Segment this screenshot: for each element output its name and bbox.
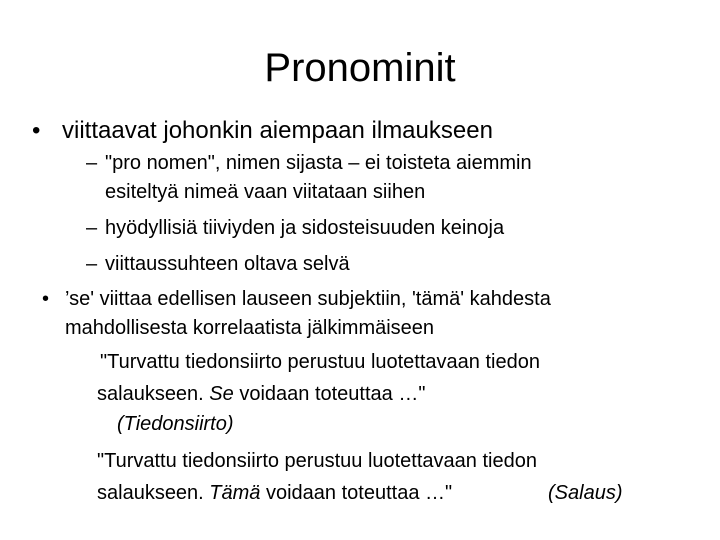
bullet-marker: • [42,288,50,310]
example2-line2 [97,481,452,505]
example1-line2-start: salaukseen. [97,383,210,405]
dash-marker: – [86,253,98,275]
example1-line1: "Turvattu tiedonsiirto perustuu luotettavaan tiedon [100,351,540,373]
example2-source: (Salaus) [548,482,623,504]
bullet-marker: • [32,117,41,144]
slide-title: Pronominit [264,46,456,90]
bullet-se-viittaa-line2: mahdollisesta korrelaatista jälkimmäiseen [65,317,435,339]
example2-source-line [548,481,622,505]
bullet-viittaavat: viittaavat johonkin aiempaan ilmaukseen [62,117,493,144]
example1-pronoun: Se [209,383,234,405]
sub-pro-nomen-line1: "pro nomen", nimen sijasta – ei toisteta aiemmin [105,152,532,174]
dash-marker: – [86,152,98,174]
dash-marker: – [86,217,98,239]
example2-pronoun: Tämä [209,482,261,504]
example1-line2 [97,382,425,406]
sub-viittaussuhteen: viittaussuhteen oltava selvä [105,253,350,275]
example1-line2-end: voidaan toteuttaa …" [233,383,426,405]
sub-hyodyllisia: hyödyllisiä tiiviyden ja sidosteisuuden keinoja [105,217,505,239]
bullet-se-viittaa-line1: ’se' viittaa edellisen lauseen subjektiin, 'tämä' kahdesta [65,288,551,310]
example1-source: (Tiedonsiirto) [117,413,234,435]
example2-line2-end: voidaan toteuttaa …" [260,482,453,504]
example2-line1: "Turvattu tiedonsiirto perustuu luotettavaan tiedon [97,450,537,472]
example1-source-line [117,412,234,436]
example2-line2-start: salaukseen. [97,482,210,504]
sub-pro-nomen-line2: esiteltyä nimeä vaan viitataan siihen [105,181,426,203]
